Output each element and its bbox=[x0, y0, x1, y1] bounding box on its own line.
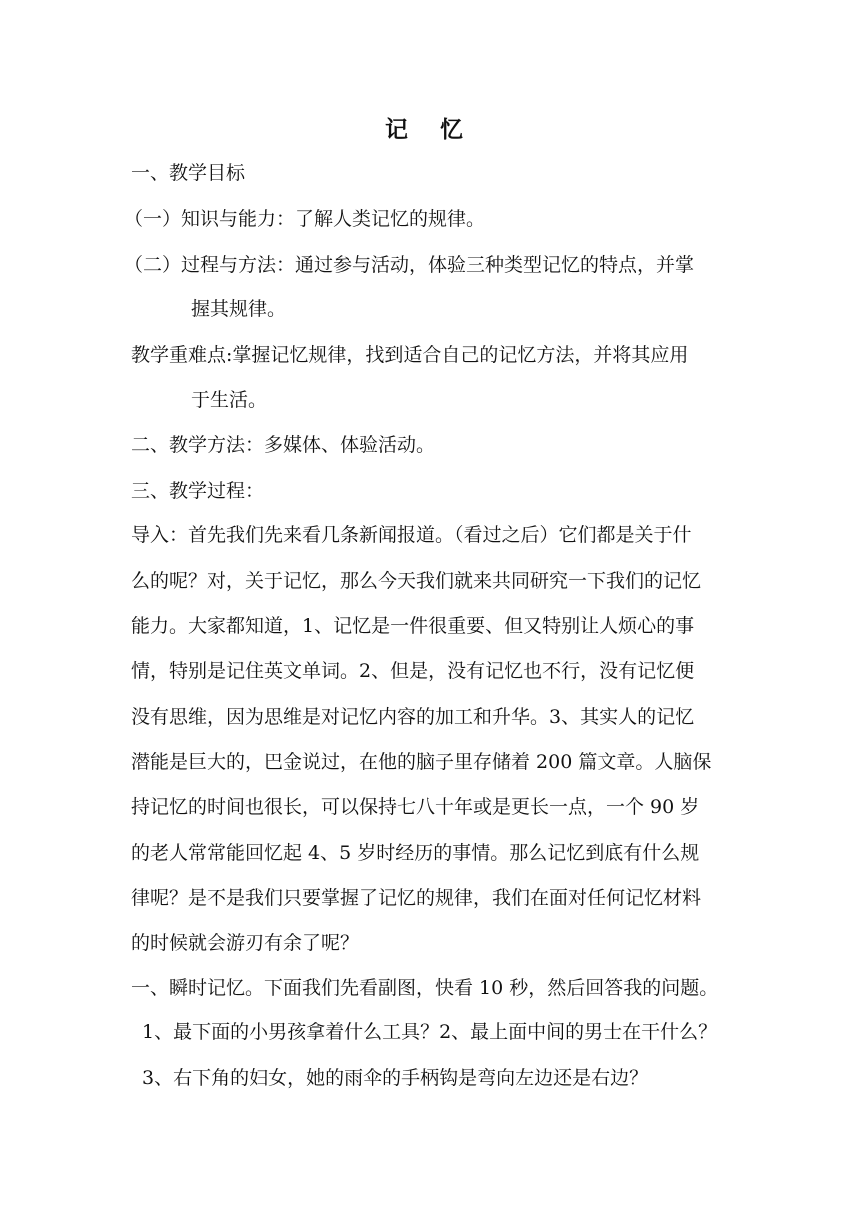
section-heading-objectives: 一、教学目标 bbox=[131, 162, 246, 184]
intro-paragraph-line9: 律呢？是不是我们只要掌握了记忆的规律，我们在面对任何记忆材料 bbox=[131, 887, 702, 909]
question-3: 3、右下角的妇女，她的雨伞的手柄钩是弯向左边还是右边？ bbox=[142, 1067, 649, 1089]
document-title: 记 忆 bbox=[384, 116, 475, 143]
intro-paragraph-line10: 的时候就会游刃有余了呢？ bbox=[131, 932, 360, 954]
objective-knowledge: （一）知识与能力：了解人类记忆的规律。 bbox=[124, 208, 486, 230]
section-heading-methods: 二、教学方法：多媒体、体验活动。 bbox=[131, 434, 436, 456]
instant-memory-heading: 一、瞬时记忆。下面我们先看副图，快看 10 秒，然后回答我的问题。 bbox=[131, 977, 719, 999]
intro-paragraph-line4: 情，特别是记住英文单词。2、但是，没有记忆也不行，没有记忆便 bbox=[131, 660, 695, 682]
key-points-line2: 于生活。 bbox=[191, 389, 268, 411]
intro-paragraph-line8: 的老人常常能回忆起 4、5 岁时经历的事情。那么记忆到底有什么规 bbox=[131, 842, 700, 864]
intro-paragraph-line7: 持记忆的时间也很长，可以保持七八十年或是更长一点，一个 90 岁 bbox=[131, 796, 700, 818]
intro-paragraph-line1: 导入：首先我们先来看几条新闻报道。（看过之后）它们都是关于什 bbox=[131, 524, 692, 546]
intro-paragraph-line2: 么的呢？对，关于记忆，那么今天我们就来共同研究一下我们的记忆 bbox=[131, 570, 702, 592]
objective-process-line1: （二）过程与方法：通过参与活动，体验三种类型记忆的特点，并掌 bbox=[124, 254, 695, 276]
key-points-line1: 教学重难点:掌握记忆规律，找到适合自己的记忆方法，并将其应用 bbox=[131, 344, 689, 366]
question-1-2: 1、最下面的小男孩拿着什么工具？2、最上面中间的男士在干什么？ bbox=[142, 1021, 718, 1043]
intro-paragraph-line6: 潜能是巨大的，巴金说过，在他的脑子里存储着 200 篇文章。人脑保 bbox=[131, 751, 712, 773]
intro-paragraph-line3: 能力。大家都知道，1、记忆是一件很重要、但又特别让人烦心的事 bbox=[131, 615, 695, 637]
section-heading-process: 三、教学过程： bbox=[131, 480, 265, 502]
objective-process-line2: 握其规律。 bbox=[191, 298, 287, 320]
intro-paragraph-line5: 没有思维，因为思维是对记忆内容的加工和升华。3、其实人的记忆 bbox=[131, 706, 695, 728]
